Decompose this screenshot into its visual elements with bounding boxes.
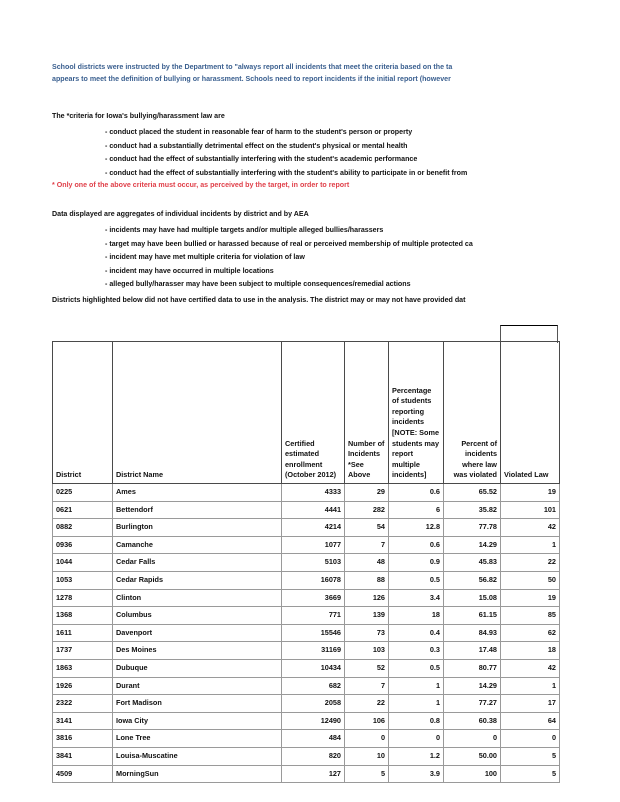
- criteria-item: - conduct placed the student in reasonable fear of harm to the student's person or property: [105, 128, 413, 136]
- cell-number-of-incidents: 22: [345, 695, 389, 713]
- cell-percent-law-violated: 17.48: [444, 642, 501, 660]
- cell-number-of-incidents: 139: [345, 607, 389, 625]
- table-row: [53, 571, 560, 589]
- criteria-item: - conduct had a substantially detrimental effect on the student's physical or mental health: [105, 141, 408, 150]
- cell-percentage-students: 0.6: [389, 536, 444, 554]
- cell-violated-law: 5: [501, 765, 560, 783]
- cell-district-name: Durant: [113, 677, 282, 695]
- cell-district-name: Iowa City: [113, 712, 282, 730]
- table-row: [53, 695, 560, 713]
- aggregates-item: - alleged bully/harasser may have been subject to multiple consequences/remedial actions: [105, 280, 411, 289]
- cell-district: 0621: [53, 501, 113, 519]
- aggregates-item: - incident may have met multiple criteria for violation of law: [105, 253, 305, 262]
- cell-certified-enrollment: 4333: [282, 484, 345, 502]
- cell-violated-law: 17: [501, 695, 560, 713]
- cell-percent-law-violated: 60.38: [444, 712, 501, 730]
- cell-violated-law: 42: [501, 659, 560, 677]
- aggregates-list: [105, 224, 473, 292]
- district-data-table: [52, 341, 560, 783]
- cell-percentage-students: 6: [389, 501, 444, 519]
- cell-violated-law: 0: [501, 730, 560, 748]
- cell-certified-enrollment: 16078: [282, 571, 345, 589]
- cell-district: 1053: [53, 571, 113, 589]
- cell-number-of-incidents: 106: [345, 712, 389, 730]
- criteria-item: - conduct had the effect of substantially interfering with the student's ability to participate in or benefit from: [105, 168, 468, 177]
- cell-district-name: Louisa-Muscatine: [113, 747, 282, 765]
- column-header-certified-enrollment: Certified estimated enrollment (October 2012): [282, 342, 345, 484]
- cell-district: 0225: [53, 484, 113, 502]
- cell-percent-law-violated: 65.52: [444, 484, 501, 502]
- cell-percent-law-violated: 84.93: [444, 624, 501, 642]
- cell-percentage-students: 1: [389, 695, 444, 713]
- cell-district: 1044: [53, 554, 113, 572]
- cell-number-of-incidents: 103: [345, 642, 389, 660]
- cell-violated-law: 1: [501, 677, 560, 695]
- cell-number-of-incidents: 88: [345, 571, 389, 589]
- cell-district-name: Cedar Rapids: [113, 571, 282, 589]
- table-row: [53, 659, 560, 677]
- table-row: [53, 747, 560, 765]
- cell-certified-enrollment: 10434: [282, 659, 345, 677]
- table-head: [53, 342, 560, 484]
- cell-district-name: Des Moines: [113, 642, 282, 660]
- cell-percent-law-violated: 100: [444, 765, 501, 783]
- cell-certified-enrollment: 4214: [282, 519, 345, 537]
- district-data-table-wrapper: [52, 341, 559, 783]
- cell-violated-law: 42: [501, 519, 560, 537]
- table-row: [53, 589, 560, 607]
- cell-certified-enrollment: 1077: [282, 536, 345, 554]
- cell-certified-enrollment: 682: [282, 677, 345, 695]
- cell-percentage-students: 3.9: [389, 765, 444, 783]
- cell-percent-law-violated: 35.82: [444, 501, 501, 519]
- cell-number-of-incidents: 5: [345, 765, 389, 783]
- table-body: [53, 484, 560, 783]
- cell-percentage-students: 0.5: [389, 571, 444, 589]
- cell-district: 0882: [53, 519, 113, 537]
- cell-percent-law-violated: 80.77: [444, 659, 501, 677]
- cell-certified-enrollment: 484: [282, 730, 345, 748]
- table-row: [53, 554, 560, 572]
- cell-number-of-incidents: 282: [345, 501, 389, 519]
- cell-percentage-students: 12.8: [389, 519, 444, 537]
- cell-percent-law-violated: 77.27: [444, 695, 501, 713]
- cell-percent-law-violated: 0: [444, 730, 501, 748]
- column-header-percent-law-violated: Percent of incidents where law was violated: [444, 342, 501, 484]
- cell-certified-enrollment: 4441: [282, 501, 345, 519]
- table-row: [53, 519, 560, 537]
- table-row: [53, 712, 560, 730]
- cell-certified-enrollment: 820: [282, 747, 345, 765]
- cell-district-name: Columbus: [113, 607, 282, 625]
- cell-district: 1737: [53, 642, 113, 660]
- cell-percentage-students: 0.4: [389, 624, 444, 642]
- cell-violated-law: 19: [501, 589, 560, 607]
- cell-percentage-students: 0.9: [389, 554, 444, 572]
- cell-certified-enrollment: 15546: [282, 624, 345, 642]
- cell-certified-enrollment: 3669: [282, 589, 345, 607]
- cell-district: 3816: [53, 730, 113, 748]
- cell-number-of-incidents: 54: [345, 519, 389, 537]
- cell-district: 2322: [53, 695, 113, 713]
- cell-district-name: Lone Tree: [113, 730, 282, 748]
- cell-number-of-incidents: 29: [345, 484, 389, 502]
- cell-district: 3141: [53, 712, 113, 730]
- column-header-violated-law: Violated Law: [501, 342, 560, 484]
- cell-district: 1926: [53, 677, 113, 695]
- cell-certified-enrollment: 127: [282, 765, 345, 783]
- cell-percent-law-violated: 77.78: [444, 519, 501, 537]
- cell-district-name: Camanche: [113, 536, 282, 554]
- cell-violated-law: 18: [501, 642, 560, 660]
- cell-district-name: Bettendorf: [113, 501, 282, 519]
- cell-percentage-students: 0.3: [389, 642, 444, 660]
- cell-number-of-incidents: 7: [345, 536, 389, 554]
- cell-violated-law: 50: [501, 571, 560, 589]
- cell-number-of-incidents: 48: [345, 554, 389, 572]
- cell-percent-law-violated: 56.82: [444, 571, 501, 589]
- table-row: [53, 624, 560, 642]
- cell-violated-law: 1: [501, 536, 560, 554]
- cell-certified-enrollment: 771: [282, 607, 345, 625]
- cell-certified-enrollment: 5103: [282, 554, 345, 572]
- table-row: [53, 607, 560, 625]
- aggregates-heading: Data displayed are aggregates of individual incidents by district and by AEA: [52, 210, 309, 218]
- criteria-list: [105, 126, 467, 180]
- intro-line-1: School districts were instructed by the Department to "always report all incidents that meet the criteria based on the ta: [52, 63, 453, 71]
- table-row: [53, 730, 560, 748]
- cell-percent-law-violated: 14.29: [444, 536, 501, 554]
- cell-percentage-students: 3.4: [389, 589, 444, 607]
- cell-number-of-incidents: 7: [345, 677, 389, 695]
- cell-district: 1368: [53, 607, 113, 625]
- cell-percent-law-violated: 45.83: [444, 554, 501, 572]
- cell-percentage-students: 0.5: [389, 659, 444, 677]
- column-header-number-of-incidents: Number of Incidents *See Above: [345, 342, 389, 484]
- criteria-heading: The *criteria for Iowa's bullying/harassment law are: [52, 112, 225, 120]
- cell-violated-law: 19: [501, 484, 560, 502]
- table-row: [53, 642, 560, 660]
- cell-district: 0936: [53, 536, 113, 554]
- cell-district-name: Ames: [113, 484, 282, 502]
- highlight-note: Districts highlighted below did not have certified data to use in the analysis. The district may or may not have provided dat: [52, 296, 466, 304]
- cell-number-of-incidents: 0: [345, 730, 389, 748]
- cell-percent-law-violated: 61.15: [444, 607, 501, 625]
- cell-district-name: Burlington: [113, 519, 282, 537]
- cell-violated-law: 22: [501, 554, 560, 572]
- cell-violated-law: 62: [501, 624, 560, 642]
- cell-certified-enrollment: 31169: [282, 642, 345, 660]
- column-header-district: District: [53, 342, 113, 484]
- cell-district-name: Davenport: [113, 624, 282, 642]
- table-row: [53, 677, 560, 695]
- cell-percentage-students: 18: [389, 607, 444, 625]
- cell-percent-law-violated: 14.29: [444, 677, 501, 695]
- cell-district-name: MorningSun: [113, 765, 282, 783]
- cell-percentage-students: 0.8: [389, 712, 444, 730]
- cell-violated-law: 101: [501, 501, 560, 519]
- cell-district: 1278: [53, 589, 113, 607]
- cell-district-name: Dubuque: [113, 659, 282, 677]
- cell-district: 3841: [53, 747, 113, 765]
- aggregates-item: - target may have been bullied or harassed because of real or perceived membership of multiple protected ca: [105, 239, 473, 248]
- aggregates-item: - incident may have occurred in multiple locations: [105, 266, 274, 275]
- criteria-footnote: * Only one of the above criteria must occur, as perceived by the target, in order to report: [52, 181, 350, 189]
- aggregates-item: - incidents may have had multiple targets and/or multiple alleged bullies/harassers: [105, 226, 384, 234]
- cell-district-name: Fort Madison: [113, 695, 282, 713]
- cell-percentage-students: 0: [389, 730, 444, 748]
- cell-percent-law-violated: 50.00: [444, 747, 501, 765]
- criteria-item: - conduct had the effect of substantially interfering with the student's academic performance: [105, 155, 418, 164]
- cell-number-of-incidents: 73: [345, 624, 389, 642]
- cell-district: 1611: [53, 624, 113, 642]
- cell-number-of-incidents: 10: [345, 747, 389, 765]
- table-row: [53, 484, 560, 502]
- cell-number-of-incidents: 126: [345, 589, 389, 607]
- table-header-row: [53, 342, 560, 484]
- cell-violated-law: 64: [501, 712, 560, 730]
- table-row: [53, 501, 560, 519]
- cell-percentage-students: 0.6: [389, 484, 444, 502]
- cell-district-name: Clinton: [113, 589, 282, 607]
- cell-certified-enrollment: 2058: [282, 695, 345, 713]
- cell-violated-law: 5: [501, 747, 560, 765]
- cell-percent-law-violated: 15.08: [444, 589, 501, 607]
- cell-violated-law: 85: [501, 607, 560, 625]
- column-header-district-name: District Name: [113, 342, 282, 484]
- cell-percentage-students: 1: [389, 677, 444, 695]
- intro-paragraph: [52, 62, 620, 85]
- cell-number-of-incidents: 52: [345, 659, 389, 677]
- cell-district: 4509: [53, 765, 113, 783]
- cell-district: 1863: [53, 659, 113, 677]
- cell-percentage-students: 1.2: [389, 747, 444, 765]
- table-row: [53, 765, 560, 783]
- column-header-percentage-students: Percentage of students reporting incidents [NOTE: Some students may report multiple incidents]: [389, 342, 444, 484]
- table-row: [53, 536, 560, 554]
- cell-district-name: Cedar Falls: [113, 554, 282, 572]
- cell-certified-enrollment: 12490: [282, 712, 345, 730]
- intro-line-2: appears to meet the definition of bullying or harassment. Schools need to report incidents if the initial report (however: [52, 74, 451, 83]
